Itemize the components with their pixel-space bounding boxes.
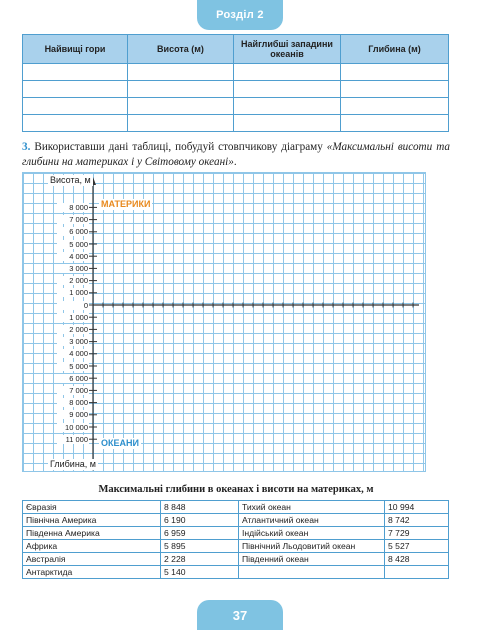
ocean-name: Північний Льодовитий океан — [239, 540, 385, 553]
table-row — [23, 566, 449, 579]
y-tick-label-depth: 5 000 — [57, 362, 89, 371]
ocean-name — [239, 566, 385, 579]
y-tick-label-depth: 7 000 — [57, 386, 89, 395]
y-axis-label-height: Висота, м — [50, 175, 91, 185]
y-tick-label-depth: 9 000 — [57, 410, 89, 419]
header-height: Висота (м) — [128, 35, 234, 64]
y-tick-label-depth: 4 000 — [57, 349, 89, 358]
table-row — [23, 514, 449, 527]
blank-table-row — [23, 81, 449, 98]
ocean-depth: 8 428 — [385, 553, 449, 566]
blank-cell[interactable] — [23, 98, 128, 115]
y-axis-label-depth: Глибина, м — [50, 459, 96, 469]
continent-name: Євразія — [23, 501, 161, 514]
blank-table-row — [23, 98, 449, 115]
blank-cell[interactable] — [341, 64, 449, 81]
header-deepest-trenches: Найглибші западини океанів — [234, 35, 341, 64]
blank-cell[interactable] — [341, 115, 449, 132]
continent-name: Південна Америка — [23, 527, 161, 540]
y-tick-label-height: 5 000 — [57, 240, 89, 249]
y-tick-label-depth: 2 000 — [57, 325, 89, 334]
data-table-caption: Максимальні глибини в океанах і висоти на материках, м — [98, 484, 374, 495]
table-row — [23, 553, 449, 566]
blank-cell[interactable] — [23, 81, 128, 98]
continent-name: Африка — [23, 540, 161, 553]
ocean-name: Індійський океан — [239, 527, 385, 540]
table-row — [23, 527, 449, 540]
blank-cell[interactable] — [341, 81, 449, 98]
header-highest-mountains: Найвищі гори — [23, 35, 128, 64]
y-tick-label-height: 1 000 — [57, 288, 89, 297]
task-chart-title: «Максимальні висоти та глибини на материках і у Світовому океані» — [22, 141, 451, 168]
blank-table-row — [23, 115, 449, 132]
blank-cell[interactable] — [23, 64, 128, 81]
table-row — [23, 501, 449, 514]
blank-cell[interactable] — [234, 81, 341, 98]
ocean-depth: 10 994 — [385, 501, 449, 514]
task-end: . — [233, 156, 237, 168]
continent-height: 5 895 — [161, 540, 239, 553]
task-number: 3. — [22, 141, 31, 153]
ocean-depth: 8 742 — [385, 514, 449, 527]
y-tick-label-depth: 1 000 — [57, 313, 89, 322]
y-tick-label-depth: 10 000 — [57, 423, 89, 432]
continent-height: 2 228 — [161, 553, 239, 566]
y-tick-label-height: 8 000 — [57, 203, 89, 212]
blank-cell[interactable] — [23, 115, 128, 132]
ocean-name: Атлантичний океан — [239, 514, 385, 527]
blank-answer-table — [22, 34, 449, 132]
label-continents: МАТЕРИКИ — [101, 199, 151, 209]
table-row — [23, 540, 449, 553]
ocean-depth — [385, 566, 449, 579]
continent-height: 5 140 — [161, 566, 239, 579]
y-tick-label-height: 3 000 — [57, 264, 89, 273]
blank-cell[interactable] — [341, 98, 449, 115]
blank-cell[interactable] — [128, 81, 234, 98]
continent-name: Антарктида — [23, 566, 161, 579]
data-table — [22, 500, 449, 579]
label-oceans: ОКЕАНИ — [101, 438, 139, 448]
y-tick-label-height: 4 000 — [57, 252, 89, 261]
blank-cell[interactable] — [128, 98, 234, 115]
y-tick-label-height: 6 000 — [57, 227, 89, 236]
continent-name: Північна Америка — [23, 514, 161, 527]
ocean-depth: 7 729 — [385, 527, 449, 540]
y-tick-label-zero: 0 — [57, 301, 89, 310]
y-tick-label-depth: 8 000 — [57, 398, 89, 407]
blank-cell[interactable] — [234, 98, 341, 115]
blank-table-header-row — [23, 35, 449, 64]
ocean-name: Південний океан — [239, 553, 385, 566]
y-tick-label-height: 7 000 — [57, 215, 89, 224]
ocean-depth: 5 527 — [385, 540, 449, 553]
continent-height: 6 190 — [161, 514, 239, 527]
continent-height: 8 848 — [161, 501, 239, 514]
y-tick-label-height: 2 000 — [57, 276, 89, 285]
blank-cell[interactable] — [128, 64, 234, 81]
task-instruction — [22, 140, 450, 170]
header-depth: Глибина (м) — [341, 35, 449, 64]
y-tick-label-depth: 11 000 — [57, 435, 89, 444]
chart-grid — [22, 172, 426, 472]
y-tick-label-depth: 3 000 — [57, 337, 89, 346]
blank-table-row — [23, 64, 449, 81]
blank-cell[interactable] — [234, 64, 341, 81]
blank-cell[interactable] — [128, 115, 234, 132]
ocean-name: Тихий океан — [239, 501, 385, 514]
continent-height: 6 959 — [161, 527, 239, 540]
blank-cell[interactable] — [234, 115, 341, 132]
section-tab: Розділ 2 — [197, 0, 283, 30]
page-number: 37 — [197, 600, 283, 630]
task-text: Використавши дані таблиці, побудуй стовпчикову діаграму — [34, 141, 327, 153]
continent-name: Австралія — [23, 553, 161, 566]
y-tick-label-depth: 6 000 — [57, 374, 89, 383]
